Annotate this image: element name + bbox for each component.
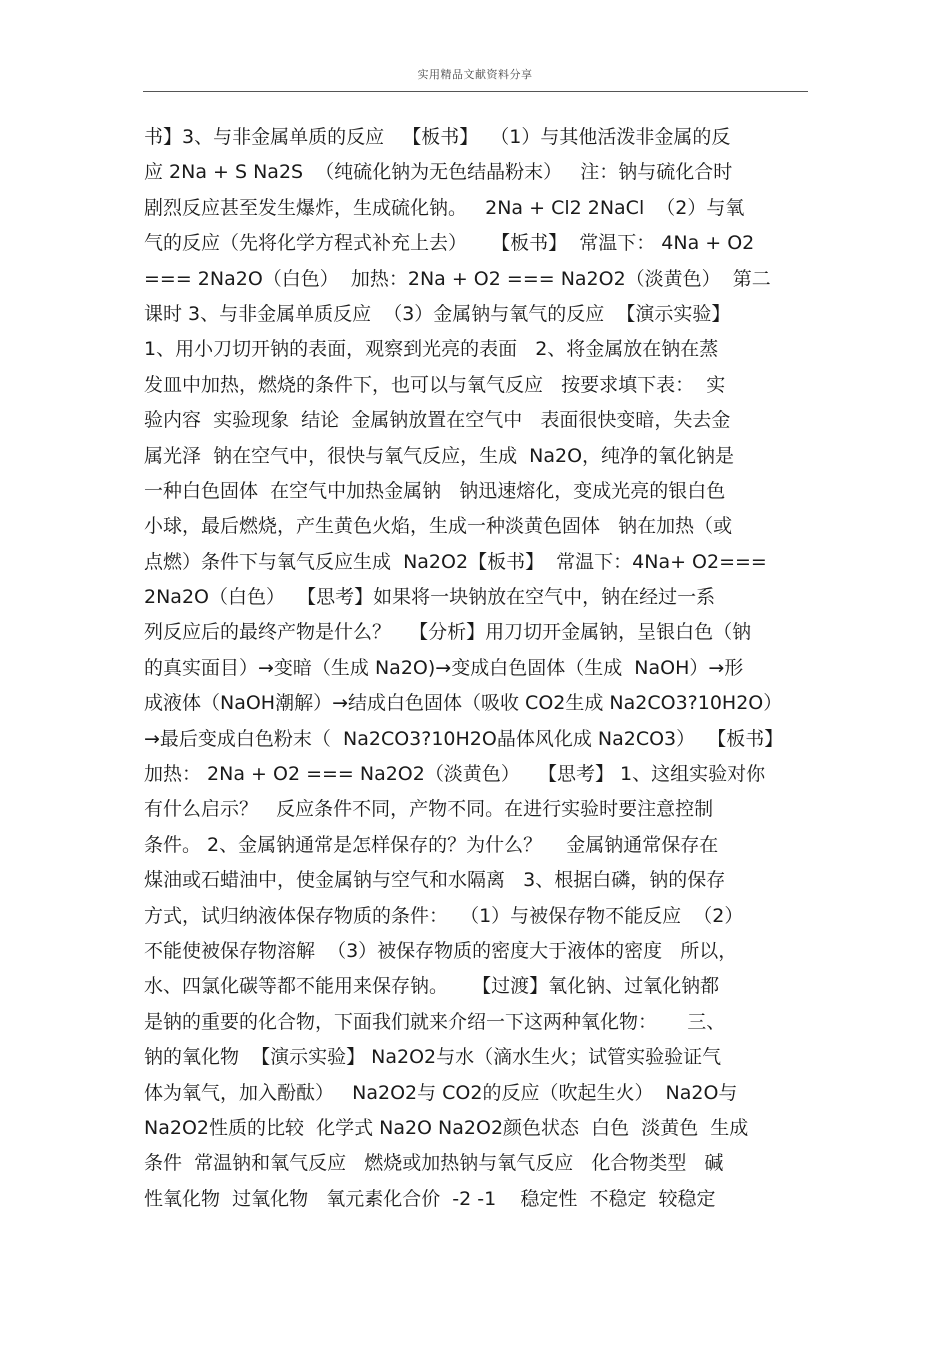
text-line: 钠的氧化物 【演示实验】 Na2O2与水（滴水生火；试管实验验证气 (144, 1046, 722, 1069)
text-line: 列反应后的最终产物是什么？ 【分析】用刀切开金属钠，呈银白色（钠 (144, 621, 752, 644)
text-line: 发皿中加热，燃烧的条件下，也可以与氧气反应 按要求填下表： 实 (144, 373, 726, 396)
text-line: 一种白色固体 在空气中加热金属钠 钠迅速熔化，变成光亮的银白色 (144, 479, 726, 502)
text-line: 方式，试归纳液体保存物质的条件： （1）与被保存物不能反应 （2） (144, 904, 744, 927)
text-line: 属光泽 钠在空气中，很快与氧气反应，生成 Na2O，纯净的氧化钠是 (144, 444, 735, 467)
text-line: Na2O2性质的比较 化学式 Na2O Na2O2颜色状态 白色 淡黄色 生成 (144, 1116, 749, 1139)
text-line: 气的反应（先将化学方程式补充上去） 【板书】 常温下： 4Na + O2 (144, 232, 755, 255)
text-line: 条件。 2、金属钠通常是怎样保存的？为什么？ 金属钠通常保存在 (144, 833, 719, 856)
text-line: →最后变成白色粉末（ Na2CO3?10H2O晶体风化成 Na2CO3） 【板书】 (144, 727, 784, 750)
text-line: 验内容 实验现象 结论 金属钠放置在空气中 表面很快变暗，失去金 (144, 409, 731, 432)
text-line: 水、四氯化碳等都不能用来保存钠。 【过渡】氧化钠、过氧化钠都 (144, 975, 720, 998)
text-line: 书】3、与非金属单质的反应 【板书】 （1）与其他活泼非金属的反 (144, 126, 731, 148)
text-line: 煤油或石蜡油中，使金属钠与空气和水隔离 3、根据白磷，钠的保存 (144, 869, 726, 892)
text-line: 点燃）条件下与氧气反应生成 Na2O2【板书】 常温下：4Na+ O2=== (144, 550, 767, 573)
text-line: 加热： 2Na + O2 === Na2O2（淡黄色） 【思考】 1、这组实验对你 (144, 763, 766, 786)
text-line: 小球，最后燃烧，产生黄色火焰，生成一种淡黄色固体 钠在加热（或 (144, 515, 733, 538)
header-divider (143, 91, 808, 92)
text-line: === 2Na2O（白色） 加热：2Na + O2 === Na2O2（淡黄色） 第二 (144, 267, 771, 290)
text-line: 体为氧气，加入酚酞） Na2O2与 CO2的反应（吹起生火） Na2O与 (144, 1081, 738, 1104)
document-body (144, 120, 812, 1217)
text-line: 1、用小刀切开钠的表面，观察到光亮的表面 2、将金属放在钠在蒸 (144, 338, 719, 361)
text-line: 的真实面目）→变暗（生成 Na2O)→变成白色固体（生成 NaOH）→形 (144, 656, 744, 679)
text-line: 课时 3、与非金属单质反应 （3）金属钠与氧气的反应 【演示实验】 (144, 302, 731, 325)
text-line: 应 2Na + S Na2S （纯硫化钠为无色结晶粉末） 注：钠与硫化合时 (144, 161, 733, 184)
text-line: 剧烈反应甚至发生爆炸，生成硫化钠。 2Na + Cl2 2NaCl （2）与氧 (144, 196, 745, 219)
text-line: 条件 常温钠和氧气反应 燃烧或加热钠与氧气反应 化合物类型 碱 (144, 1152, 724, 1175)
text-line: 性氧化物 过氧化物 氧元素化合价 -2 -1 稳定性 不稳定 较稳定 (144, 1187, 716, 1210)
page-header: 实用精品文献资料分享 (417, 68, 533, 81)
text-line: 有什么启示？ 反应条件不同，产物不同。在进行实验时要注意控制 (144, 798, 714, 821)
text-line: 不能使被保存物溶解 （3）被保存物质的密度大于液体的密度 所以， (144, 939, 738, 962)
text-line: 成液体（NaOH潮解）→结成白色固体（吸收 CO2生成 Na2CO3?10H2O） (144, 692, 783, 715)
text-line: 2Na2O（白色） 【思考】如果将一块钠放在空气中，钠在经过一系 (144, 586, 716, 609)
text-line: 是钠的重要的化合物，下面我们就来介绍一下这两种氧化物： 三、 (144, 1010, 726, 1033)
